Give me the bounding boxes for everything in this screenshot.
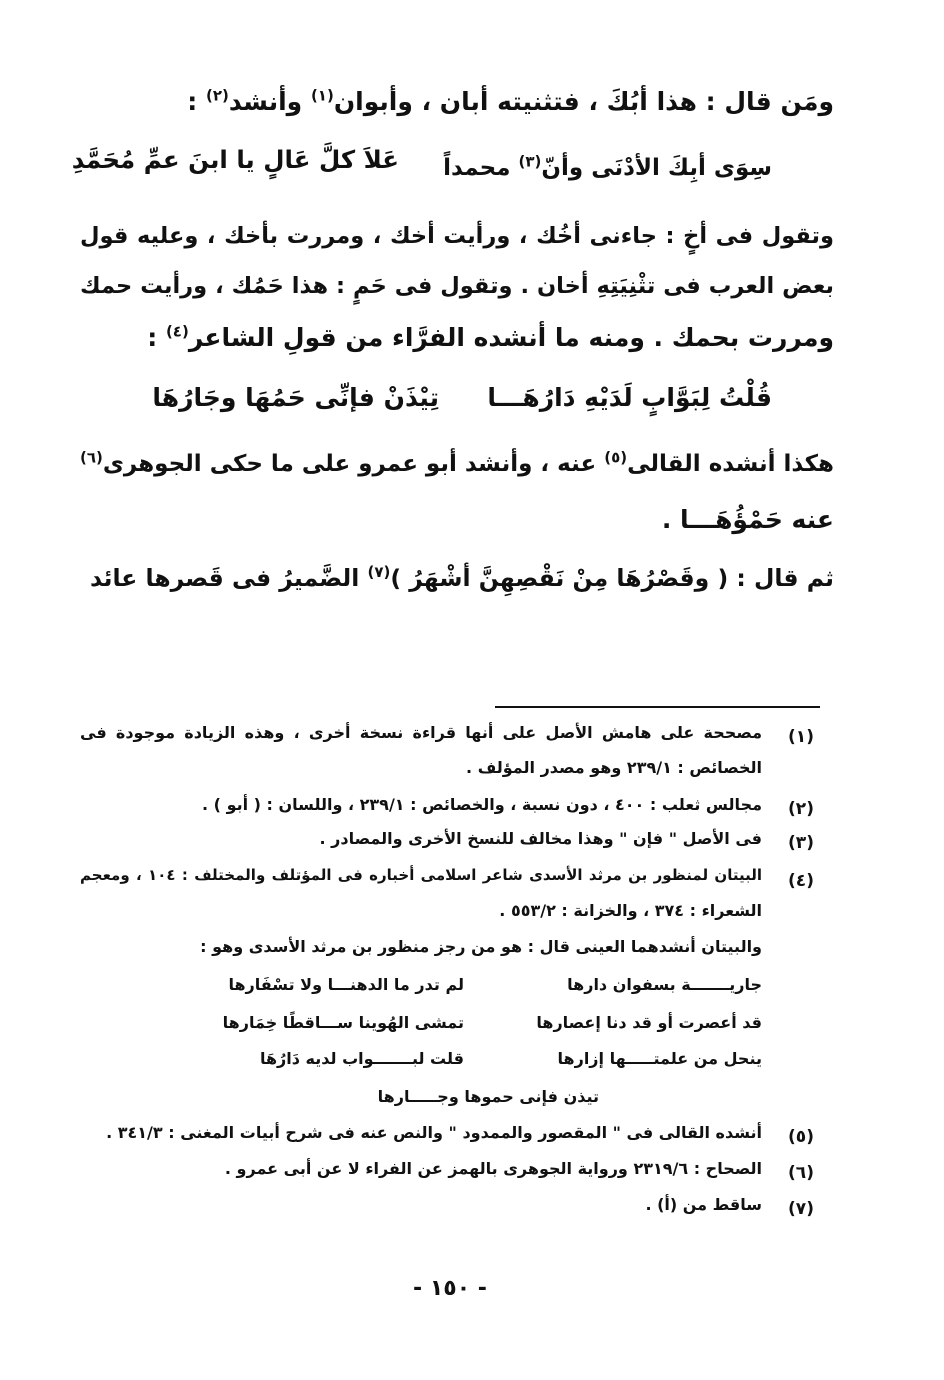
footnote-ref-1[interactable]: (١)	[310, 86, 334, 105]
footnote-2-line-1: مجالس ثعلب : ٤٠٠ ، دون نسبة ، والخصائص : ٢٣٩/١ ، واللسان : ( أبو ) .	[202, 795, 762, 814]
footnote-7-line-1: ساقط من (أ) .	[645, 1195, 762, 1214]
line-4-end-text: :	[147, 323, 166, 352]
footnote-4-number: (٤)	[788, 871, 814, 891]
footnote-4-line-3: والبيتان أنشدهما العينى قال : هو من رجز منظور بن مرثد الأسدى وهو :	[200, 937, 762, 956]
line-7-end-text: الضَّميرُ فى قَصرها عائد	[90, 564, 368, 592]
footnote-4-verse-4: تيذن فإنى حموها وجـــــارها	[377, 1087, 599, 1106]
footnote-1-number: (١)	[788, 727, 814, 747]
footnote-ref-2[interactable]: (٢)	[205, 86, 229, 105]
line-5-mid-text: عنه ، وأنشد أبو عمرو على ما حكى الجوهرى	[102, 451, 605, 477]
footnote-ref-5[interactable]: (٥)	[604, 448, 628, 467]
line-3-text: بعض العرب فى تثْنِيَتِهِ أخان . وتقول فى حَمٍ : هذا حَمُك ، ورأيت حمك	[80, 273, 834, 299]
footnote-ref-3[interactable]: (٣)	[518, 152, 542, 171]
line-1-end-text: :	[187, 87, 206, 116]
verse-1-first-hemistich	[443, 148, 772, 188]
footnote-3-number: (٣)	[788, 833, 814, 853]
line-2-text: وتقول فى أخٍ : جاءنى أخُك ، ورأيت أخك ، ومررت بأخك ، وعليه قول	[80, 223, 834, 249]
main-text-line-4	[80, 318, 834, 358]
verse-2a-text: قُلْتُ لِبَوَّابٍ لَدَيْهِ دَارُهَـــا	[487, 383, 772, 412]
main-text-line-6	[80, 500, 834, 540]
footnote-4-line-1: البيتان لمنظور بن مرثد الأسدى شاعر اسلامى أخباره فى المؤتلف والمختلف : ١٠٤ ، ومعجم	[80, 866, 763, 884]
line-1-mid-text: وأنشد	[228, 87, 311, 116]
verse-2b-text: تِيْذَنْ فإنِّى حَمُهَا وجَارُهَا	[152, 383, 439, 412]
verse-1b-text: عَلاَ كلَّ عَالٍ يا ابنَ عمِّ مُحَمَّدِ	[71, 145, 399, 174]
main-text-line-5	[80, 444, 834, 484]
verse-1a-end-text: محمداً	[443, 155, 519, 181]
footnote-4-verse-2a: قد أعصرت أو قد دنا إعصارها	[536, 1013, 762, 1032]
footnote-7-number: (٧)	[788, 1199, 814, 1219]
footnote-4-verse-3b: قلت لبـــــــواب لديه دَارُهَا	[259, 1049, 464, 1068]
footnote-3-line-1: فى الأصل " فإن " وهذا مخالف للنسخ الأخرى والمصادر .	[319, 829, 762, 848]
line-5-text: هكذا أنشده القالى	[627, 451, 834, 477]
footnote-4-verse-3a: ينحل من علمتـــــها إزارها	[557, 1049, 762, 1068]
footnote-5-line-1: أنشده القالى فى " المقصور والممدود " والنص عنه فى شرح أبيات المغنى : ٣٤١/٣ .	[106, 1123, 762, 1142]
footnote-ref-4[interactable]: (٤)	[165, 322, 189, 341]
line-7-text: ثم قال : ( وقَصْرُهَا مِنْ نَقْصِهِنَّ أشْهَرُ )	[390, 564, 834, 592]
verse-2-first-hemistich	[487, 378, 772, 418]
footnote-6-line-1: الصحاح : ٢٣١٩/٦ ورواية الجوهرى بالهمز عن الفراء لا عن أبى عمرو .	[224, 1159, 762, 1178]
footnote-4-verse-1a: جاريـــــــة بسفوان دارها	[567, 975, 762, 994]
main-text-line-7	[80, 558, 834, 598]
footnote-4-verse-1b: لم تدر ما الدهنـــا ولا تسْفَارها	[228, 975, 464, 994]
footnote-1-line-2: الخصائص : ٢٣٩/١ وهو مصدر المؤلف .	[466, 758, 762, 777]
verse-2-second-hemistich	[152, 378, 439, 418]
footnote-4-verse-2b: تمشى الهُوينا ســـاقطًا خِمَارها	[222, 1013, 464, 1032]
page-number: - ١٥٠ -	[413, 1276, 487, 1301]
verse-1a-text: سِوَى أبِكَ الأدْنَى وأنّ	[541, 155, 772, 181]
main-text-line-2	[80, 216, 834, 256]
main-text-line-3	[80, 266, 834, 306]
footnote-2-number: (٢)	[788, 799, 814, 819]
footnote-1-line-1: مصححة على هامش الأصل على أنها قراءة نسخة أخرى ، وهذه الزيادة موجودة فى	[80, 723, 762, 742]
footnote-ref-7[interactable]: (٧)	[367, 563, 391, 582]
line-4-text: ومررت بحمك . ومنه ما أنشده الفرَّاء من قولِ الشاعر	[188, 323, 834, 352]
footnote-ref-6[interactable]: (٦)	[79, 448, 103, 467]
footnote-5-number: (٥)	[788, 1127, 814, 1147]
line-6-text: عنه حَمْؤُهَـــا .	[661, 505, 834, 534]
footnote-4-line-2: الشعراء : ٣٧٤ ، والخزانة : ٥٥٣/٢ .	[499, 901, 762, 920]
main-text-line-1	[80, 82, 834, 122]
verse-1-second-hemistich	[72, 140, 399, 180]
footnote-6-number: (٦)	[788, 1163, 814, 1183]
footnote-separator	[495, 706, 820, 708]
line-1-text: ومَن قال : هذا أبُكَ ، فتثنيته أبان ، وأبوان	[333, 87, 834, 116]
